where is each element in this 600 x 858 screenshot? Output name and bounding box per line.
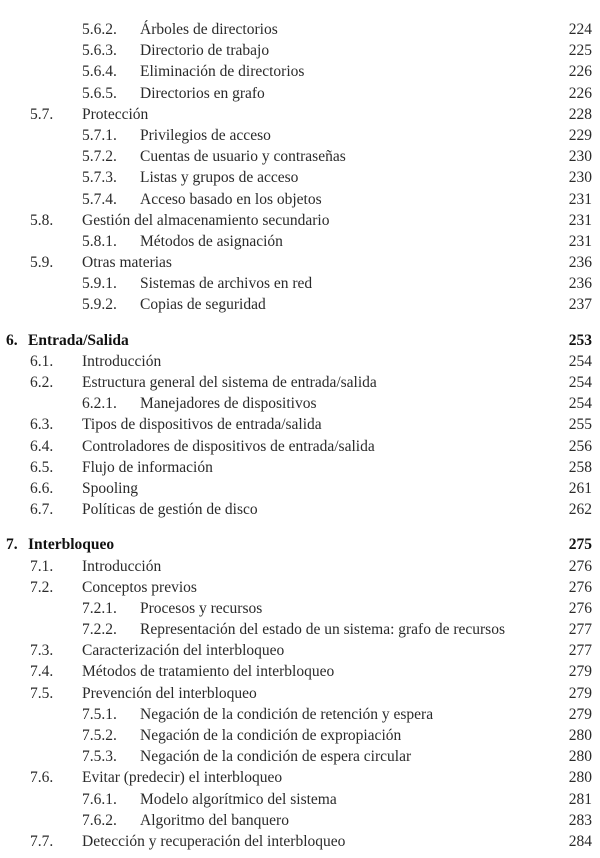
entry-page-number: 262 [568,501,592,519]
toc-entry [0,683,600,704]
toc-entry [0,725,600,746]
entry-number: 5.6.2. [82,21,117,38]
entry-number: 7.6. [30,769,54,787]
entry-title: Spooling [82,478,142,499]
dot-leader [437,704,558,725]
toc-entry [0,393,600,414]
dot-leader [269,83,558,104]
dot-leader [275,125,558,146]
dot-leader [217,457,558,478]
toc-entry [0,40,600,61]
toc-entry [0,478,600,499]
entry-page-number: 230 [568,169,592,187]
entry-number: 6. [6,331,18,349]
entry-number: 6.5. [30,458,54,476]
dot-leader [415,746,558,767]
entry-number: 7.5.3. [82,748,117,766]
entry-number: 7.2.1. [82,599,117,617]
entry-title: Directorios en grafo [140,83,269,104]
entry-number: 5.8.1. [82,232,117,250]
toc-entry [0,19,600,40]
entry-title: Protección [82,104,152,125]
toc-entry [0,231,600,252]
entry-title: Políticas de gestión de disco [82,499,262,520]
toc-entry [0,556,600,577]
toc-entry [0,372,600,393]
entry-page-number: 283 [568,811,592,829]
dot-leader [288,640,558,661]
entry-title: Copias de seguridad [140,294,270,315]
dot-leader [142,478,558,499]
entry-number: 5.9. [30,254,54,272]
entry-title: Otras materias [82,252,176,273]
toc-entry [0,789,600,810]
entry-title: Estructura general del sistema de entrada/salida [82,372,381,393]
entry-page-number: 281 [568,790,592,808]
entry-number: 7.7. [30,832,54,850]
entry-title: Métodos de tratamiento del interbloqueo [82,661,338,682]
toc-entry [0,146,600,167]
dot-leader [293,810,558,831]
entry-page-number: 237 [568,296,592,314]
entry-number: 5.7.3. [82,169,117,187]
dot-leader [349,831,558,852]
toc-entry [0,104,600,125]
entry-page-number: 254 [568,352,592,370]
entry-page-number: 255 [568,416,592,434]
dot-leader [262,499,558,520]
entry-title: Privilegios de acceso [140,125,275,146]
toc-entry [0,61,600,82]
entry-title: Cuentas de usuario y contraseñas [140,146,350,167]
dot-leader [333,210,558,231]
entry-title: Negación de la condición de espera circular [140,746,415,767]
entry-title: Acceso basado en los objetos [140,189,326,210]
toc-entry [0,499,600,520]
entry-title: Interbloqueo [28,534,118,555]
entry-title: Evitar (predecir) el interbloqueo [82,767,286,788]
entry-page-number: 229 [568,126,592,144]
toc-chapter [0,330,600,351]
toc-entry [0,619,600,640]
dot-leader [350,146,558,167]
entry-number: 6.4. [30,437,54,455]
entry-page-number: 276 [568,578,592,596]
entry-title: Introducción [82,351,165,372]
entry-title: Listas y grupos de acceso [140,167,302,188]
dot-leader [287,231,558,252]
entry-title: Procesos y recursos [140,598,266,619]
entry-number: 7.2. [30,578,54,596]
entry-page-number: 256 [568,437,592,455]
entry-number: 7.4. [30,663,54,681]
entry-page-number: 284 [568,832,592,850]
dot-leader [176,252,558,273]
entry-title: Tipos de dispositivos de entrada/salida [82,414,326,435]
toc-entry [0,577,600,598]
entry-page-number: 279 [568,684,592,702]
toc-entry [0,125,600,146]
toc-entry [0,598,600,619]
toc-entry [0,351,600,372]
entry-title: Negación de la condición de retención y espera [140,704,437,725]
entry-page-number: 226 [568,84,592,102]
entry-number: 6.6. [30,479,54,497]
entry-page-number: 228 [568,105,592,123]
entry-title: Representación del estado de un sistema: grafo de recursos [140,619,509,640]
entry-page-number: 277 [568,621,592,639]
entry-page-number: 236 [568,275,592,293]
entry-title: Conceptos previos [82,577,201,598]
toc-entry [0,640,600,661]
entry-number: 5.9.2. [82,296,117,314]
entry-title: Manejadores de dispositivos [140,393,321,414]
dot-leader [201,577,558,598]
entry-page-number: 258 [568,458,592,476]
table-of-contents [0,19,600,852]
entry-page-number: 280 [568,748,592,766]
entry-number: 7.5.2. [82,727,117,744]
entry-title: Flujo de información [82,457,217,478]
dot-leader [286,767,558,788]
entry-title: Métodos de asignación [140,231,287,252]
entry-page-number: 254 [568,395,592,413]
entry-title: Entrada/Salida [28,330,133,351]
entry-number: 5.7.2. [82,148,117,166]
toc-entry [0,810,600,831]
entry-number: 5.6.5. [82,84,117,102]
entry-title: Eliminación de directorios [140,61,308,82]
entry-title: Algoritmo del banquero [140,810,293,831]
dot-leader [261,683,558,704]
entry-title: Gestión del almacenamiento secundario [82,210,333,231]
dot-leader [321,393,558,414]
dot-leader [165,556,558,577]
toc-entry [0,661,600,682]
entry-page-number: 279 [568,663,592,681]
dot-leader [326,189,558,210]
dot-leader [165,351,558,372]
entry-number: 5.8. [30,211,54,229]
entry-page-number: 231 [568,211,592,229]
entry-number: 5.7.4. [82,190,117,208]
dot-leader [381,372,558,393]
entry-number: 6.2.1. [82,395,117,413]
entry-title: Controladores de dispositivos de entrada/salida [82,436,379,457]
entry-number: 6.1. [30,352,54,370]
entry-page-number: 280 [568,727,592,744]
toc-entry [0,189,600,210]
entry-page-number: 230 [568,148,592,166]
toc-entry [0,831,600,852]
entry-number: 6.7. [30,501,54,519]
entry-number: 7.6.2. [82,811,117,829]
toc-entry [0,252,600,273]
entry-page-number: 224 [568,21,592,38]
entry-title: Detección y recuperación del interbloqueo [82,831,349,852]
toc-entry [0,436,600,457]
toc-entry [0,83,600,104]
entry-page-number: 254 [568,374,592,391]
entry-title: Árboles de directorios [140,19,282,40]
toc-entry [0,414,600,435]
entry-number: 7.2.2. [82,621,117,639]
entry-page-number: 225 [568,42,592,60]
entry-page-number: 253 [568,331,592,349]
dot-leader [266,598,558,619]
toc-chapter [0,534,600,555]
entry-page-number: 236 [568,254,592,272]
dot-leader [341,789,558,810]
dot-leader [338,661,558,682]
entry-title: Directorio de trabajo [140,40,273,61]
dot-leader [273,40,558,61]
entry-number: 7.1. [30,557,54,575]
dot-leader [316,273,558,294]
toc-entry [0,746,600,767]
entry-page-number: 226 [568,63,592,81]
dot-leader [405,725,558,746]
entry-number: 6.3. [30,416,54,434]
entry-number: 7.5.1. [82,705,117,723]
entry-number: 7. [6,536,18,554]
entry-number: 5.7. [30,105,54,123]
dot-leader [308,61,558,82]
entry-page-number: 280 [568,769,592,787]
entry-page-number: 231 [568,232,592,250]
entry-page-number: 275 [568,536,592,554]
entry-page-number: 276 [568,557,592,575]
dot-leader [302,167,558,188]
entry-number: 5.9.1. [82,275,117,293]
entry-number: 6.2. [30,374,54,391]
entry-title: Prevención del interbloqueo [82,683,261,704]
toc-entry [0,273,600,294]
toc-entry [0,167,600,188]
entry-page-number: 276 [568,599,592,617]
entry-number: 7.6.1. [82,790,117,808]
entry-title: Modelo algorítmico del sistema [140,789,341,810]
entry-number: 7.5. [30,684,54,702]
entry-page-number: 231 [568,190,592,208]
dot-leader [379,436,558,457]
entry-number: 5.7.1. [82,126,117,144]
entry-number: 5.6.3. [82,42,117,60]
entry-page-number: 277 [568,642,592,660]
toc-entry [0,767,600,788]
toc-entry [0,704,600,725]
toc-entry [0,294,600,315]
toc-entry [0,457,600,478]
dot-leader [270,294,558,315]
entry-title: Introducción [82,556,165,577]
entry-title: Caracterización del interbloqueo [82,640,288,661]
entry-title: Sistemas de archivos en red [140,273,316,294]
dot-leader [282,19,558,40]
entry-number: 5.6.4. [82,63,117,81]
entry-title: Negación de la condición de expropiación [140,725,405,746]
dot-leader [509,619,558,640]
toc-entry [0,210,600,231]
dot-leader [326,414,558,435]
entry-page-number: 279 [568,705,592,723]
entry-number: 7.3. [30,642,54,660]
entry-page-number: 261 [568,479,592,497]
dot-leader [152,104,558,125]
